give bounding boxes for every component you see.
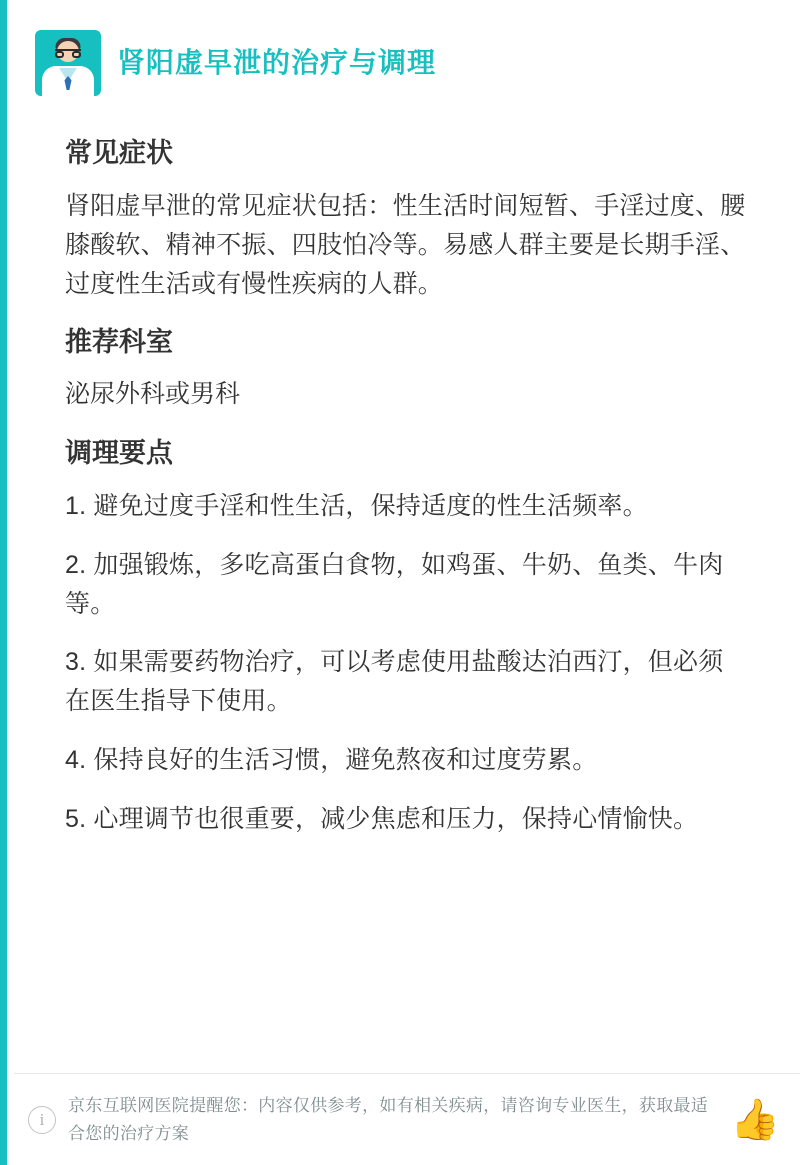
- article-body: [7, 96, 800, 838]
- card-header: [7, 0, 800, 96]
- section-heading-tips: 调理要点: [65, 437, 173, 468]
- doctor-avatar-icon: [35, 30, 101, 96]
- list-item: 1. 避免过度手淫和性生活，保持适度的性生活频率。: [65, 492, 648, 521]
- info-icon: i: [28, 1106, 56, 1134]
- section-heading-department: 推荐科室: [65, 327, 173, 358]
- section-text-department: 泌尿外科或男科: [65, 380, 241, 409]
- list-item: 3. 如果需要药物治疗，可以考虑使用盐酸达泊西汀，但必须在医生指导下使用。: [65, 648, 724, 716]
- list-item: 4. 保持良好的生活习惯，避免熬夜和过度劳累。: [65, 745, 598, 774]
- card-footer: [14, 1073, 800, 1165]
- disclaimer-text: 京东互联网医院提醒您：内容仅供参考，如有相关疾病，请咨询专业医生，获取最适合您的治疗方案: [68, 1096, 709, 1143]
- tips-list: [65, 487, 748, 838]
- section-text-symptoms: 肾阳虚早泄的常见症状包括：性生活时间短暂、手淫过度、腰膝酸软、精神不振、四肢怕冷等。易感人群主要是长期手淫、过度性生活或有慢性疾病的人群。: [65, 192, 746, 298]
- page-title: 肾阳虚早泄的治疗与调理: [117, 47, 437, 79]
- list-item: 2. 加强锻炼，多吃高蛋白食物，如鸡蛋、牛奶、鱼类、牛肉等。: [65, 550, 724, 618]
- thumbs-up-icon[interactable]: 👍: [730, 1097, 780, 1142]
- list-item: 5. 心理调节也很重要，减少焦虑和压力，保持心情愉快。: [65, 804, 699, 833]
- section-heading-symptoms: 常见症状: [65, 138, 173, 168]
